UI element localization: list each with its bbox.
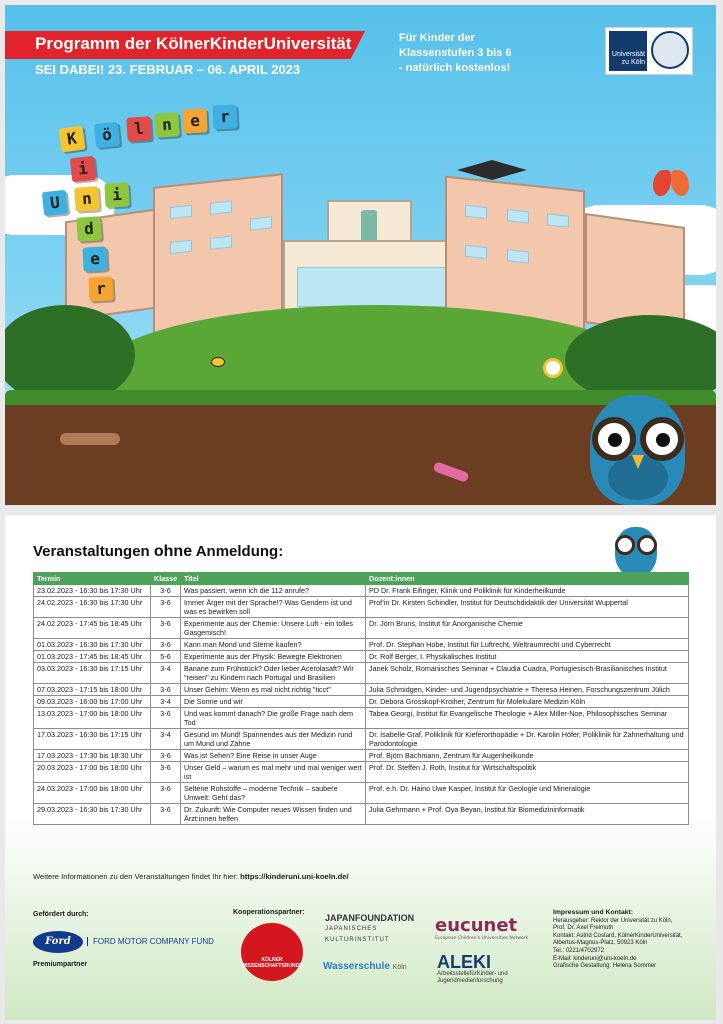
cell-klasse: 3-6 bbox=[151, 750, 181, 762]
japan-foundation-logo bbox=[325, 913, 414, 946]
cell-klasse: 3-6 bbox=[151, 762, 181, 783]
cell-dozent: Dr. Jörn Bruns, Institut für Anorganische Chemie bbox=[366, 618, 689, 639]
poster-page bbox=[5, 5, 716, 505]
heading-text: Anmeldung: bbox=[192, 543, 284, 560]
cell-dozent: Dr. Rolf Berger, I. Physikalisches Institut bbox=[366, 651, 689, 663]
cell-termin: 01.03.2023 - 16:30 bis 17:30 Uhr bbox=[34, 639, 151, 651]
cell-klasse: 3-6 bbox=[151, 684, 181, 696]
cell-titel: Was passiert, wenn ich die 112 anrufe? bbox=[181, 585, 366, 597]
graduation-cap-icon bbox=[457, 160, 527, 180]
table-row bbox=[34, 651, 689, 663]
letter-tile: e bbox=[82, 246, 107, 271]
cell-titel: Seltene Rohstoffe – moderne Technik – saubere Umwelt: Geht das? bbox=[181, 783, 366, 804]
cell-klasse: 3-6 bbox=[151, 783, 181, 804]
grades-line: Klassenstufen 3 bis 6 bbox=[399, 47, 512, 59]
letter-tile: n bbox=[154, 112, 180, 138]
cell-dozent: Dr. Debora Grosskopf-Kroiher, Zentrum für Molekulare Medizin Köln bbox=[366, 696, 689, 708]
cell-dozent: Prof. Dr. Stephan Hobe, Institut für Luftrecht, Weltraumrecht und Cyberrecht bbox=[366, 639, 689, 651]
table-header-row bbox=[34, 573, 689, 585]
table-row bbox=[34, 618, 689, 639]
japan-sub: JAPANISCHES bbox=[325, 926, 378, 932]
owl-mascot-small bbox=[611, 521, 661, 579]
table-row bbox=[34, 639, 689, 651]
cell-termin: 09.03.2023 - 16:00 bis 17:00 Uhr bbox=[34, 696, 151, 708]
bee-icon bbox=[211, 357, 225, 367]
flower-icon bbox=[543, 358, 563, 378]
cell-dozent: Dr. Isabelle Graf, Poliklinik für Kieferorthopädie + Dr. Karolin Höfer, Poliklinik für Zahnerhaltung und Parodontologie bbox=[366, 729, 689, 750]
cell-klasse: 3-6 bbox=[151, 585, 181, 597]
japan-main: JAPANFOUNDATION bbox=[325, 913, 415, 923]
eucu-sub: European Children's Universities Network bbox=[435, 936, 529, 941]
cell-titel: Und was kommt danach? Die große Frage nach dem Tod bbox=[181, 708, 366, 729]
cell-klasse: 3-6 bbox=[151, 708, 181, 729]
table-row bbox=[34, 729, 689, 750]
eucunet-logo bbox=[435, 915, 528, 941]
cell-dozent: Prof. Dr. Steffen J. Roth, Institut für Wirtschaftspolitik bbox=[366, 762, 689, 783]
cell-dozent: Tabea Georgi, Institut für Evangelische Theologie + Alex Miller-Noe, Philosophisches Seminar bbox=[366, 708, 689, 729]
table-row bbox=[34, 783, 689, 804]
logo-line: zu Köln bbox=[621, 59, 645, 66]
imprint-line: E-Mail: kinderuni@uni-koeln.de bbox=[553, 955, 637, 962]
butterfly-icon bbox=[653, 170, 689, 200]
table-row bbox=[34, 585, 689, 597]
ford-fund-text: FORD MOTOR COMPANY FUND bbox=[87, 937, 214, 946]
wasserschule-logo bbox=[323, 961, 407, 972]
logo-line: Universität bbox=[611, 51, 645, 58]
cell-klasse: 5-6 bbox=[151, 651, 181, 663]
cell-termin: 29.03.2023 - 16:30 bis 17:30 Uhr bbox=[34, 804, 151, 825]
cell-klasse: 3-6 bbox=[151, 597, 181, 618]
heading-bold-text: ohne bbox=[153, 543, 193, 560]
cell-titel: Unser Gehirn: Wenn es mal nicht richtig "ticct" bbox=[181, 684, 366, 696]
letter-tile: d bbox=[76, 216, 102, 242]
table-row bbox=[34, 684, 689, 696]
heading-text: Veranstaltungen bbox=[33, 543, 154, 560]
letter-tile: U bbox=[42, 190, 68, 216]
cell-dozent: Janek Scholz, Romanisches Seminar + Claudia Cuadra, Portugiesisch-Brasilianisches Institut bbox=[366, 663, 689, 684]
imprint-title: Impressum und Kontakt: bbox=[553, 909, 634, 916]
aleki-sub: ArbeitsstellefürKinder- und bbox=[437, 971, 508, 977]
cell-termin: 03.03.2023 - 16:30 bis 17:15 Uhr bbox=[34, 663, 151, 684]
table-row bbox=[34, 708, 689, 729]
wasser-sub: Köln bbox=[392, 964, 407, 971]
grades-line: - natürlich kostenlos! bbox=[399, 62, 511, 74]
japan-sub: KULTURINSTITUT bbox=[325, 937, 390, 943]
kws-line: WISSENSCHAFTSRUNDE bbox=[241, 963, 303, 969]
cell-termin: 24.02.2023 - 16:30 bis 17:30 Uhr bbox=[34, 597, 151, 618]
cell-dozent: PD Dr. Frank Eifinger, Klinik und Poliklinik für Kinderheilkunde bbox=[366, 585, 689, 597]
cell-klasse: 3-6 bbox=[151, 618, 181, 639]
cell-termin: 17.03.2023 - 16:30 bis 17:15 Uhr bbox=[34, 729, 151, 750]
cell-termin: 13.03.2023 - 17:00 bis 18:00 Uhr bbox=[34, 708, 151, 729]
table-row bbox=[34, 762, 689, 783]
info-link[interactable]: https://kinderuni.uni-koeln.de/ bbox=[240, 872, 349, 881]
cell-dozent: Prof’in Dr. Kirsten Schindler, Institut für Deutschdidaktik der Universität Wuppertal bbox=[366, 597, 689, 618]
letter-tile: l bbox=[126, 116, 152, 142]
cell-termin: 01.03.2023 - 17:45 bis 18:45 Uhr bbox=[34, 651, 151, 663]
table-row bbox=[34, 804, 689, 825]
letter-tile: r bbox=[212, 104, 237, 129]
grades-line: Für Kinder der bbox=[399, 32, 475, 44]
program-page bbox=[5, 515, 716, 1020]
table-row bbox=[34, 597, 689, 618]
cell-klasse: 3-6 bbox=[151, 639, 181, 651]
cell-dozent: Julia Schmidgen, Kinder- und Jugendpsychiatrie + Theresa Heinen, Forschungszentrum Jülich bbox=[366, 684, 689, 696]
poster-dates: SEI DABEI! 23. FEBRUAR – 06. APRIL 2023 bbox=[35, 62, 301, 77]
cell-termin: 20.03.2023 - 17:00 bis 18:00 Uhr bbox=[34, 762, 151, 783]
letter-tile: i bbox=[70, 156, 96, 182]
eucu-main: eucunet bbox=[435, 915, 518, 936]
cell-dozent: Prof. Björn Bachmann, Zentrum für Augenheilkunde bbox=[366, 750, 689, 762]
cell-dozent: Prof. e.h. Dr. Haino Uwe Kasper, Institut für Geologie und Mineralogie bbox=[366, 783, 689, 804]
imprint bbox=[553, 909, 713, 971]
ford-logo: Ford bbox=[33, 931, 83, 953]
program-heading bbox=[33, 543, 283, 561]
cell-klasse: 3-6 bbox=[151, 804, 181, 825]
cell-dozent: Julia Gehrmann + Prof. Oya Beyan, Institut für Biomedizininformatik bbox=[366, 804, 689, 825]
cell-termin: 17.03.2023 - 17:30 bis 18:30 Uhr bbox=[34, 750, 151, 762]
imprint-line: Grafische Gestaltung: Helena Sommer bbox=[553, 963, 657, 970]
premium-label: Premiumpartner bbox=[33, 961, 88, 968]
cell-titel: Experimente aus der Chemie: Unsere Luft - ein tolles Gasgemisch! bbox=[181, 618, 366, 639]
letter-tile: e bbox=[182, 108, 207, 133]
imprint-line: Prof. Dr. Axel Freimuth bbox=[553, 925, 614, 932]
footer bbox=[5, 901, 716, 1020]
column-header-dozent: Dozent:innen bbox=[366, 573, 689, 585]
letter-tile: ö bbox=[94, 122, 120, 148]
column-header-titel: Titel bbox=[181, 573, 366, 585]
university-logo bbox=[605, 27, 693, 75]
table-row bbox=[34, 696, 689, 708]
partner-label: Kooperationspartner: bbox=[233, 909, 305, 916]
cell-klasse: 3-4 bbox=[151, 729, 181, 750]
cell-termin: 24.02.2023 - 17:45 bis 18:45 Uhr bbox=[34, 618, 151, 639]
letter-tile: n bbox=[74, 186, 100, 212]
cell-titel: Banane zum Frühstück? Oder lieber Acerolasaft? Wir "reisen" zu Kindern nach Portugal und Brasilien bbox=[181, 663, 366, 684]
cell-titel: Gesund im Mund! Spannendes aus der Medizin rund um Mund und Zähne bbox=[181, 729, 366, 750]
cell-titel: Was ist Sehen? Eine Reise in unser Auge bbox=[181, 750, 366, 762]
cell-titel: Dr. Zukunft: Wie Computer neues Wissen finden und Ärzt:innen helfen bbox=[181, 804, 366, 825]
cell-titel: Immer Ärger mit der Sprache!? Was Gendern ist und was es bewirken soll bbox=[181, 597, 366, 618]
sponsor-label: Gefördert durch: bbox=[33, 911, 89, 918]
cell-titel: Experimente aus der Physik: Bewegte Elektronen bbox=[181, 651, 366, 663]
cell-titel: Die Sonne und wir bbox=[181, 696, 366, 708]
poster-title: Programm der KölnerKinderUniversität bbox=[35, 34, 352, 53]
cell-termin: 07.03.2023 - 17:15 bis 18:00 Uhr bbox=[34, 684, 151, 696]
cell-titel: Kann man Mond und Sterne kaufen? bbox=[181, 639, 366, 651]
earthworm-icon bbox=[60, 433, 120, 445]
university-logo-text bbox=[609, 31, 647, 71]
imprint-line: Kontakt: Astrid Costard, KölnerKinderUniversität, bbox=[553, 932, 683, 939]
letter-tile: K bbox=[58, 125, 85, 152]
wasser-main: Wasserschule bbox=[323, 961, 390, 972]
imprint-line: Albertus-Magnus-Platz, 50923 Köln bbox=[553, 940, 648, 947]
kws-line: KÖLNER bbox=[261, 957, 283, 963]
info-line bbox=[33, 872, 349, 881]
events-table bbox=[33, 572, 689, 825]
imprint-lines bbox=[553, 918, 713, 971]
letter-tile: i bbox=[104, 182, 129, 207]
aleki-main: ALEKI bbox=[437, 952, 491, 972]
table-row bbox=[34, 750, 689, 762]
university-seal-icon bbox=[651, 31, 689, 69]
grades-note bbox=[399, 31, 539, 76]
aleki-logo bbox=[437, 953, 508, 985]
aleki-sub: Jugendmedienforschung bbox=[437, 978, 503, 984]
column-header-termin: Termin bbox=[34, 573, 151, 585]
letter-tile: r bbox=[88, 276, 113, 301]
cell-klasse: 3-4 bbox=[151, 696, 181, 708]
cell-termin: 24.03.2023 - 17:00 bis 18:00 Uhr bbox=[34, 783, 151, 804]
cell-titel: Unser Geld – warum es mal mehr und mal weniger wert ist bbox=[181, 762, 366, 783]
column-header-klasse: Klasse bbox=[151, 573, 181, 585]
table-row bbox=[34, 663, 689, 684]
owl-mascot bbox=[580, 385, 695, 505]
cell-termin: 23.02.2023 - 16:30 bis 17:30 Uhr bbox=[34, 585, 151, 597]
info-text: Weitere Informationen zu den Veranstaltungen findet Ihr hier: bbox=[33, 872, 241, 881]
imprint-line: Tel.: 0221/4702972 bbox=[553, 947, 605, 954]
cell-klasse: 3-4 bbox=[151, 663, 181, 684]
imprint-line: Herausgeber: Rektor der Universität zu Köln, bbox=[553, 917, 673, 924]
koelner-wissenschaftsrunde-logo bbox=[241, 923, 303, 981]
